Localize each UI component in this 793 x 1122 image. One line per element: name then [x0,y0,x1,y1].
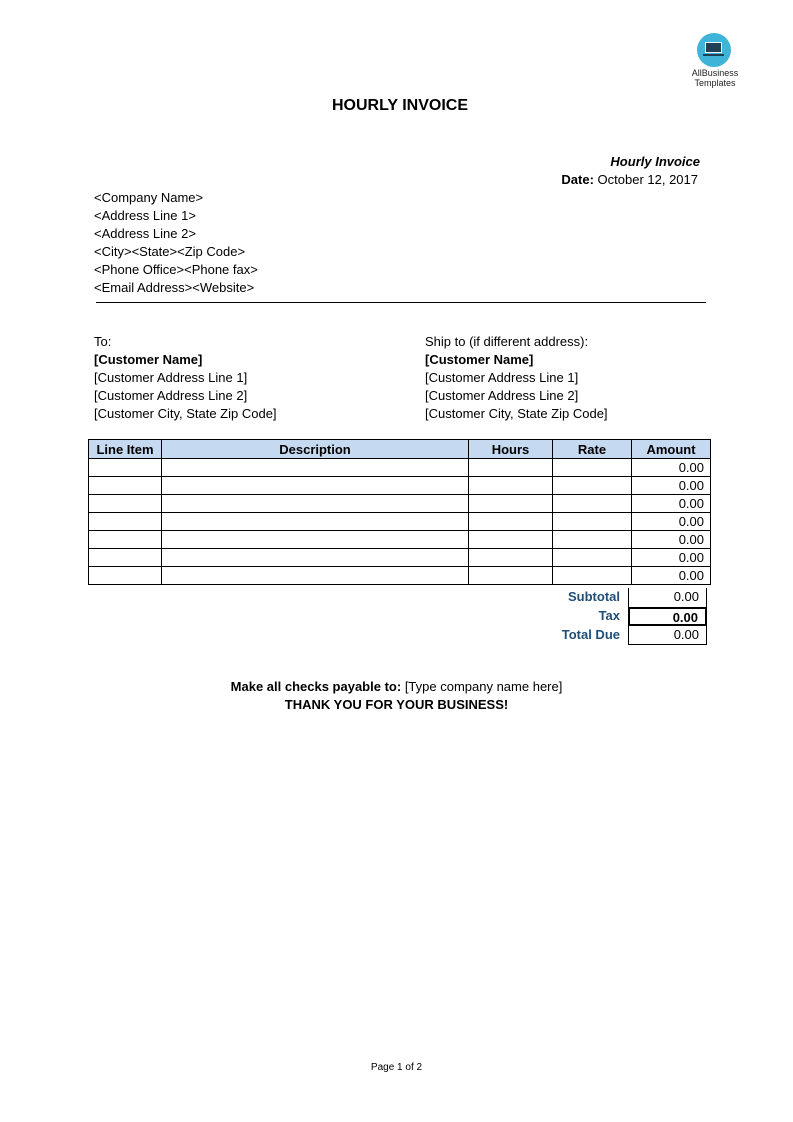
page-number: Page 1 of 2 [370,1062,423,1073]
subtotal-value: 0.00 [628,588,707,607]
logo-line-1: AllBusiness [691,68,739,78]
ship-to-block [425,333,608,423]
ship-to-address-2: [Customer Address Line 2] [425,388,579,403]
company-phone: <Phone Office><Phone fax> [94,262,258,277]
table-row [89,549,711,567]
company-name: <Company Name> [94,190,204,205]
total-due-value: 0.00 [628,626,707,645]
cell-description[interactable] [162,513,469,531]
cell-rate[interactable] [553,549,632,567]
bill-to-address-2: [Customer Address Line 2] [94,388,248,403]
ship-to-city-state-zip: [Customer City, State Zip Code] [425,406,608,421]
column-header-hours: Hours [469,440,553,459]
table-row [89,531,711,549]
table-row [89,495,711,513]
bill-to-block [94,333,277,423]
table-row [89,459,711,477]
cell-rate[interactable] [553,459,632,477]
table-row [89,567,711,585]
cell-line-item[interactable] [89,495,162,513]
cell-line-item[interactable] [89,513,162,531]
logo-line-2: Templates [694,78,736,88]
cell-hours[interactable] [469,549,553,567]
bill-to-address-1: [Customer Address Line 1] [94,370,248,385]
cell-hours[interactable] [469,531,553,549]
cell-hours[interactable] [469,567,553,585]
cell-description[interactable] [162,567,469,585]
cell-amount: 0.00 [632,549,711,567]
cell-hours[interactable] [469,513,553,531]
ship-to-address-1: [Customer Address Line 1] [425,370,579,385]
invoice-items-table [88,439,711,585]
cell-hours[interactable] [469,459,553,477]
date-label: Date: [561,172,594,187]
table-row [89,513,711,531]
total-due-label: Total Due [561,627,620,642]
ship-to-name: [Customer Name] [425,352,534,367]
date-value: October 12, 2017 [597,172,698,187]
column-header-description: Description [162,440,469,459]
column-header-amount: Amount [632,440,711,459]
logo-text [680,68,750,88]
cell-description[interactable] [162,531,469,549]
cell-hours[interactable] [469,477,553,495]
cell-rate[interactable] [553,513,632,531]
divider [96,302,706,303]
company-block [94,189,258,297]
cell-line-item[interactable] [89,531,162,549]
subtotal-label: Subtotal [568,589,620,604]
company-city-state-zip: <City><State><Zip Code> [94,244,246,259]
laptop-base-icon [703,54,724,56]
company-email-website: <Email Address><Website> [94,280,255,295]
company-address-1: <Address Line 1> [94,208,196,223]
cell-line-item[interactable] [89,459,162,477]
cell-hours[interactable] [469,495,553,513]
company-address-2: <Address Line 2> [94,226,196,241]
cell-line-item[interactable] [89,567,162,585]
tax-value[interactable]: 0.00 [628,607,707,626]
cell-description[interactable] [162,477,469,495]
checks-payable-value: [Type company name here] [404,679,563,694]
checks-payable-line [0,679,793,694]
cell-amount: 0.00 [632,495,711,513]
laptop-icon [705,42,722,53]
cell-description[interactable] [162,459,469,477]
ship-to-heading: Ship to (if different address): [425,334,589,349]
cell-rate[interactable] [553,477,632,495]
table-row [89,477,711,495]
cell-amount: 0.00 [632,459,711,477]
invoice-label: Hourly Invoice [610,154,700,169]
cell-rate[interactable] [553,495,632,513]
column-header-rate: Rate [553,440,632,459]
cell-amount: 0.00 [632,477,711,495]
cell-line-item[interactable] [89,477,162,495]
cell-description[interactable] [162,549,469,567]
tax-label: Tax [598,608,620,623]
bill-to-city-state-zip: [Customer City, State Zip Code] [94,406,277,421]
cell-rate[interactable] [553,531,632,549]
date-line [561,172,698,187]
page-title: HOURLY INVOICE [331,97,469,114]
cell-line-item[interactable] [89,549,162,567]
cell-amount: 0.00 [632,531,711,549]
table-header-row [89,440,711,459]
column-header-line-item: Line Item [89,440,162,459]
cell-amount: 0.00 [632,513,711,531]
bill-to-heading: To: [94,334,112,349]
cell-amount: 0.00 [632,567,711,585]
cell-rate[interactable] [553,567,632,585]
cell-description[interactable] [162,495,469,513]
thank-you-message: THANK YOU FOR YOUR BUSINESS! [284,697,509,712]
bill-to-name: [Customer Name] [94,352,203,367]
checks-payable-label: Make all checks payable to: [230,679,402,694]
